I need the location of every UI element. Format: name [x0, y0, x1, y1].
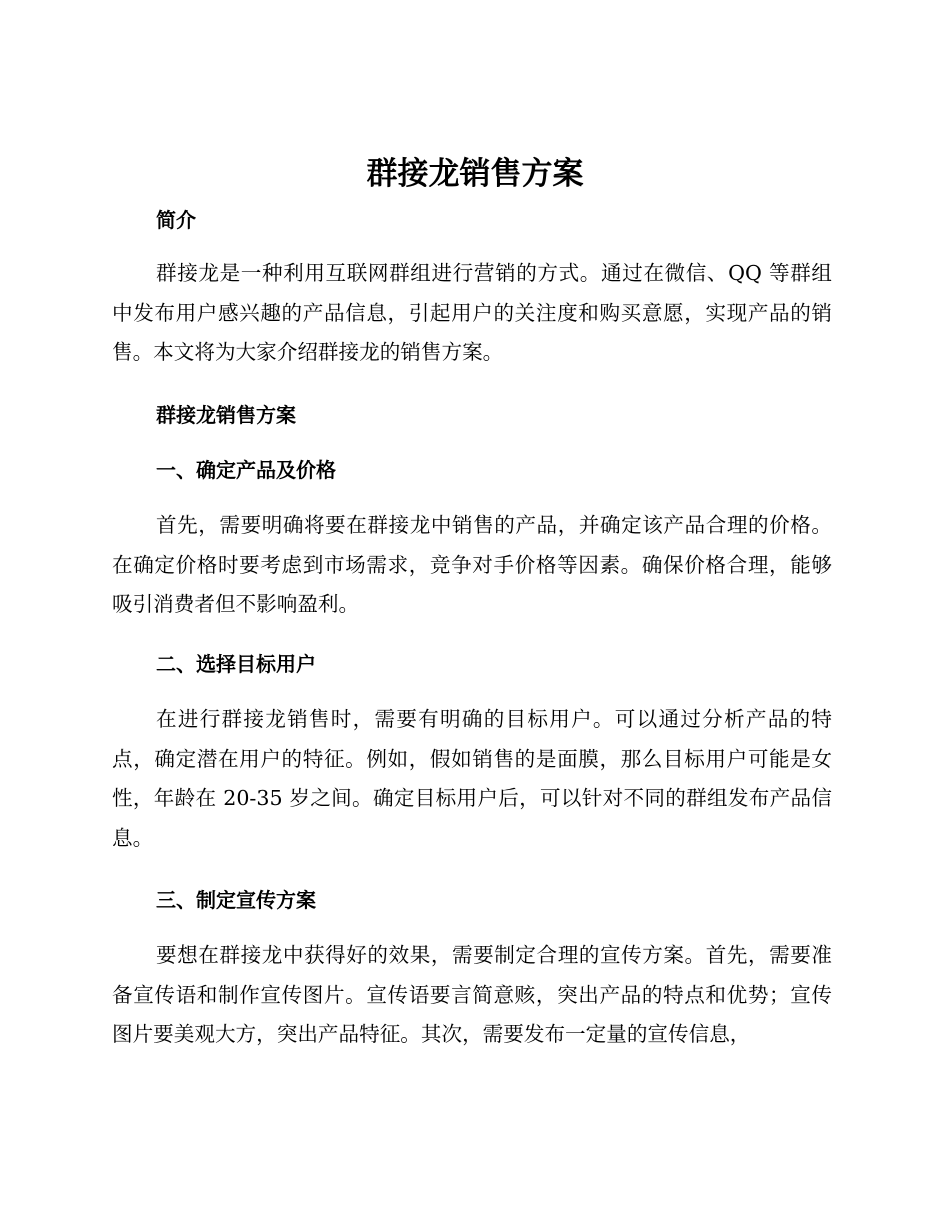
- section-paragraph-product-price: 首先，需要明确将要在群接龙中销售的产品，并确定该产品合理的价格。在确定价格时要考虑到市场需求，竞争对手价格等因素。确保价格合理，能够吸引消费者但不影响盈利。: [112, 513, 832, 616]
- section-paragraph-promotion: 要想在群接龙中获得好的效果，需要制定合理的宣传方案。首先，需要准备宣传语和制作宣传图片。宣传语要言简意赅，突出产品的特点和优势；宣传图片要美观大方，突出产品特征。其次，需要发布一定量的宣传信息，: [112, 943, 832, 1046]
- section-heading-target-users: 二、选择目标用户: [156, 652, 316, 676]
- section-heading-promotion: 三、制定宣传方案: [156, 888, 316, 912]
- document-title: 群接龙销售方案: [366, 156, 584, 192]
- section-paragraph-target-users: 在进行群接龙销售时，需要有明确的目标用户。可以通过分析产品的特点，确定潜在用户的特征。例如，假如销售的是面膜，那么目标用户可能是女性，年龄在 20-35 岁之间。确定目标用户后，可以针对不同的群组发布产品信息。: [112, 707, 832, 850]
- section-paragraph-intro: 群接龙是一种利用互联网群组进行营销的方式。通过在微信、QQ 等群组中发布用户感兴趣的产品信息，引起用户的关注度和购买意愿，实现产品的销售。本文将为大家介绍群接龙的销售方案。: [112, 261, 832, 364]
- section-heading-plan: 群接龙销售方案: [156, 403, 296, 427]
- section-heading-product-price: 一、确定产品及价格: [156, 458, 336, 482]
- section-heading-intro: 简介: [156, 208, 196, 232]
